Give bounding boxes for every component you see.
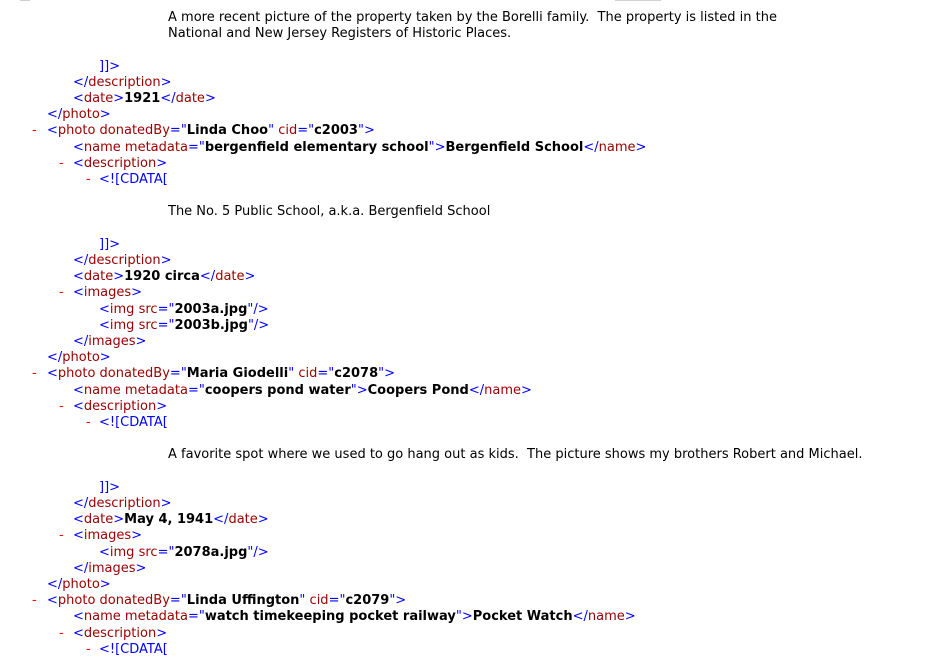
img-src-value: 2078a.jpg <box>174 545 248 560</box>
description-text: The No. 5 Public School, a.k.a. Bergenfield School <box>168 204 491 219</box>
collapse-toggle[interactable]: - <box>86 172 91 187</box>
images-close-tag: </images> <box>73 561 147 576</box>
description-close-tag: </description> <box>73 496 172 511</box>
photo-open-tag: <photo donatedBy="Maria Giodelli" cid="c2078"> <box>47 366 396 381</box>
collapse-toggle[interactable]: - <box>59 626 64 641</box>
description-open-tag: <description> <box>73 626 168 641</box>
photo-open-tag: <photo donatedBy="Linda Uffington" cid="c2079"> <box>47 593 407 608</box>
date-value: May 4, 1941 <box>124 512 214 527</box>
description-open-tag: <description> <box>73 399 168 414</box>
donated-by-value: Maria Giodelli <box>186 366 289 381</box>
date-element: <date>1920 circa</date> <box>73 269 256 284</box>
name-element: <name metadata="watch timekeeping pocket railway">Pocket Watch</name> <box>73 609 636 624</box>
images-open-tag: <images> <box>73 528 143 543</box>
photo-close-tag: </photo> <box>47 577 111 592</box>
description-open-tag: <description> <box>73 156 168 171</box>
name-value: Coopers Pond <box>367 383 469 398</box>
collapse-toggle[interactable]: - <box>59 156 64 171</box>
cdata-open: <![CDATA[ <box>99 642 168 657</box>
metadata-value: coopers pond water <box>204 383 351 398</box>
description-close-tag: </description> <box>73 253 172 268</box>
top-edge <box>0 0 939 3</box>
name-element: <name metadata="coopers pond water">Coopers Pond</name> <box>73 383 532 398</box>
cdata-close: ]]> <box>99 480 121 495</box>
name-value: Bergenfield School <box>445 140 584 155</box>
top-edge-mark <box>615 0 661 1</box>
date-element: <date>May 4, 1941</date> <box>73 512 269 527</box>
cdata-open: <![CDATA[ <box>99 172 168 187</box>
cdata-close: ]]> <box>99 59 121 74</box>
cdata-open: <![CDATA[ <box>99 415 168 430</box>
img-src-value: 2003a.jpg <box>174 302 248 317</box>
date-value: 1921 <box>124 91 161 106</box>
donated-by-value: Linda Uffington <box>186 593 300 608</box>
images-open-tag: <images> <box>73 285 143 300</box>
collapse-toggle[interactable]: - <box>59 528 64 543</box>
name-element: <name metadata="bergenfield elementary school">Bergenfield School</name> <box>73 140 647 155</box>
description-text: A favorite spot where we used to go hang out as kids. The picture shows my brothers Robert and Michael. <box>168 447 863 462</box>
cid-value: c2003 <box>314 123 358 138</box>
collapse-toggle[interactable]: - <box>86 415 91 430</box>
img-src-value: 2003b.jpg <box>174 318 248 333</box>
collapse-toggle[interactable]: - <box>59 399 64 414</box>
date-value: 1920 circa <box>124 269 200 284</box>
metadata-value: bergenfield elementary school <box>204 140 429 155</box>
collapse-toggle[interactable]: - <box>59 285 64 300</box>
description-text: National and New Jersey Registers of Historic Places. <box>168 26 512 41</box>
images-close-tag: </images> <box>73 334 147 349</box>
metadata-value: watch timekeeping pocket railway <box>204 609 456 624</box>
cid-value: c2079 <box>345 593 390 608</box>
collapse-toggle[interactable]: - <box>86 642 91 657</box>
top-edge-mark <box>20 0 30 1</box>
photo-open-tag: <photo donatedBy="Linda Choo" cid="c2003"> <box>47 123 375 138</box>
cid-value: c2078 <box>334 366 379 381</box>
cdata-close: ]]> <box>99 237 121 252</box>
photo-close-tag: </photo> <box>47 350 111 365</box>
name-value: Pocket Watch <box>472 609 573 624</box>
collapse-toggle[interactable]: - <box>32 366 37 381</box>
description-close-tag: </description> <box>73 75 172 90</box>
collapse-toggle[interactable]: - <box>32 123 37 138</box>
description-text: A more recent picture of the property taken by the Borelli family. The property is listed in the <box>168 10 777 25</box>
img-element: <img src="2003a.jpg"/> <box>99 302 269 317</box>
photo-close-tag: </photo> <box>47 107 111 122</box>
img-element: <img src="2003b.jpg"/> <box>99 318 270 333</box>
img-element: <img src="2078a.jpg"/> <box>99 545 269 560</box>
date-element: <date>1921</date> <box>73 91 216 106</box>
donated-by-value: Linda Choo <box>186 123 269 138</box>
collapse-toggle[interactable]: - <box>32 593 37 608</box>
